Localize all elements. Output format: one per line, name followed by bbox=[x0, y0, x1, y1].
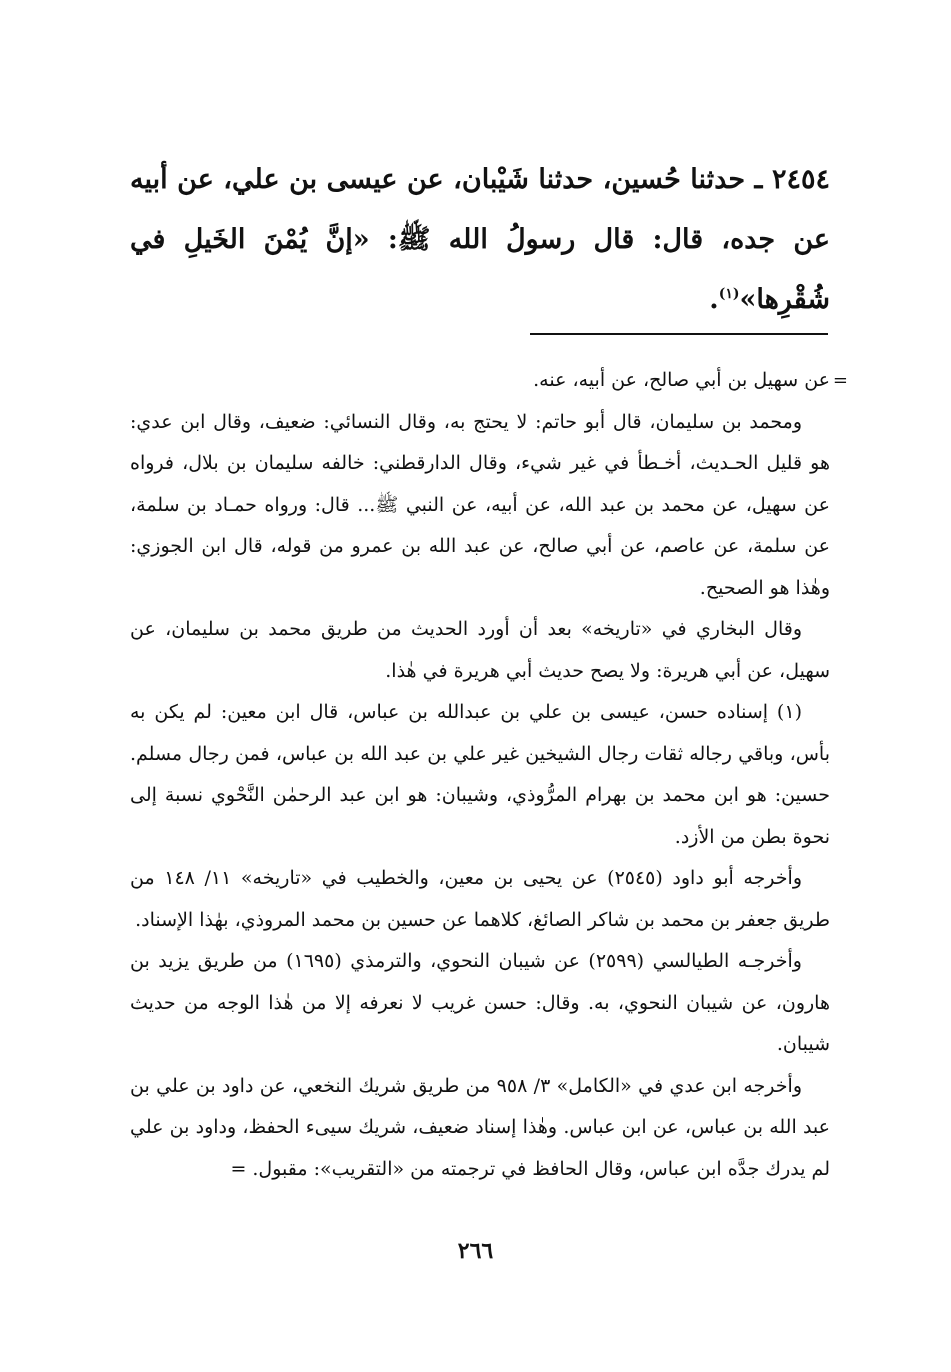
page-number: ٢٦٦ bbox=[457, 1238, 494, 1264]
note-paragraph-2: ومحمد بن سليمان، قال أبو حاتم: لا يحتج به، وقال النسائي: ضعيف، وقال ابن عدي: هو قليل الحـديث، أخـطأ في غير شيء، وقال الدارقطني: خالفه سليمان بن بلال، فرواه عن سهيل، عن محمد بن عبد الله، عن أبيه، عن النبي ﷺ... قال: ورواه حمـاد بن سلمة، عن سلمة، عن عاصم، عن أبي صالح، عن عبد الله بن عمرو من قوله، قال ابن الجوزي: وهٰذا هو الصحيح. bbox=[130, 410, 831, 599]
note-paragraph-1 bbox=[130, 360, 848, 402]
hadith-text bbox=[130, 150, 830, 330]
footnote-ref: (١) bbox=[718, 286, 740, 302]
note-paragraph-6: وأخرجـه الطيالسي (٢٥٩٩) عن شيبان النحوي، والترمذي (١٦٩٥) من طريق يزيد بن هارون، عن شيبان النحوي، به. وقال: حسن غريب لا نعرفه إلا من هٰذا الوجه من حديث شيبان. bbox=[130, 950, 830, 1055]
hadith-number: ٢٤٥٤ bbox=[771, 164, 830, 195]
note-paragraph-5: وأخرجه أبو داود (٢٥٤٥) عن يحيى بن معين، والخطيب في «تاريخه» ١١/ ١٤٨ من طريق جعفر بن محمد بن شاكر الصائغ، كلاهما عن حسين بن محمد المروذي، بهٰذا الإسناد. bbox=[130, 867, 830, 931]
note-paragraph-4: (١) إسناده حسن، عيسى بن علي بن عبدالله بن عباس، قال ابن معين: لم يكن به بأس، وباقي رجاله ثقات رجال الشيخين غير علي بن عبد الله بن عباس، فمن رجال مسلم. حسين: هو ابن محمد بن بهرام المرُّوذي، وشيبان: هو ابن عبد الرحمٰن النَّحْوي نسبة إلى نحوة بطن من الأزد. bbox=[130, 701, 830, 848]
hadith-quote: «إنَّ يُمْنَ الخَيلِ في شُقْرِها» bbox=[130, 224, 830, 315]
note-paragraph-7: وأخرجه ابن عدي في «الكامل» ٣/ ٩٥٨ من طريق شريك النخعي، عن داود بن علي بن عبد الله بن عباس، عن ابن عباس. وهٰذا إسناد ضعيف، شريك سيىء الحفظ، وداود بن علي لم يدرك جدَّه ابن عباس، وقال الحافظ في ترجمته من «التقريب»: مقبول. = bbox=[130, 1074, 830, 1180]
note-text: عن سهيل بن أبي صالح، عن أبيه، عنه. bbox=[533, 369, 830, 391]
footnotes bbox=[130, 360, 848, 1190]
continuation-mark: = bbox=[832, 370, 848, 391]
note-paragraph-3: وقال البخاري في «تاريخه» بعد أن أورد الحديث من طريق محمد بن سليمان، عن سهيل، عن أبي هريرة: ولا يصح حديث أبي هريرة في هٰذا. bbox=[130, 618, 830, 682]
hadith-isnad: ـ حدثنا حُسين، حدثنا شَيْبان، عن عيسى بن علي، عن أبيه عن جده، قال: قال رسولُ الله ﷺ: bbox=[130, 164, 830, 255]
footnote-separator bbox=[530, 333, 828, 335]
hadith-end: . bbox=[709, 284, 719, 315]
